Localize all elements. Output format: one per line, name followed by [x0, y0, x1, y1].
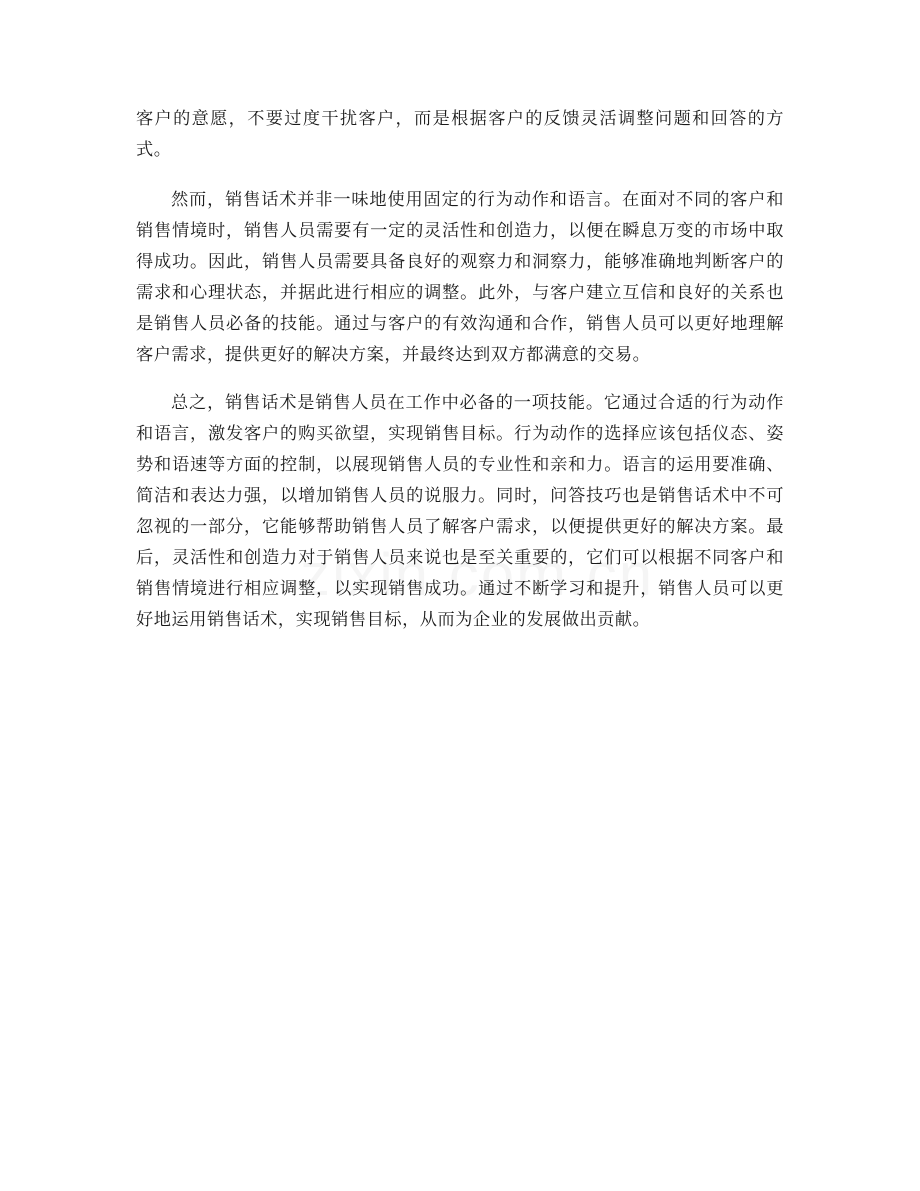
document-page [136, 104, 784, 653]
paragraph-continuation: 客户的意愿，不要过度干扰客户，而是根据客户的反馈灵活调整问题和回答的方式。 [136, 109, 784, 160]
paragraph-conclusion: 总之，销售话术是销售人员在工作中必备的一项技能。它通过合适的行为动作和语言，激发客户的购买欲望，实现销售目标。行为动作的选择应该包括仪态、姿势和语速等方面的控制，以展现销售人员的专业性和亲和力。语言的运用要准确、简洁和表达力强，以增加销售人员的说服力。同时，问答技巧也是销售话术中不可忽视的一部分，它能够帮助销售人员了解客户需求，以便提供更好的解决方案。最后，灵活性和创造力对于销售人员来说也是至关重要的，它们可以根据不同客户和销售情境进行相应调整，以实现销售成功。通过不断学习和提升，销售人员可以更好地运用销售话术，实现销售目标，从而为企业的发展做出贡献。 [136, 393, 784, 630]
paragraph-however: 然而，销售话术并非一味地使用固定的行为动作和语言。在面对不同的客户和销售情境时，销售人员需要有一定的灵活性和创造力，以便在瞬息万变的市场中取得成功。因此，销售人员需要具备良好的观察力和洞察力，能够准确地判断客户的需求和心理状态，并据此进行相应的调整。此外，与客户建立互信和良好的关系也是销售人员必备的技能。通过与客户的有效沟通和合作，销售人员可以更好地理解客户需求，提供更好的解决方案，并最终达到双方都满意的交易。 [136, 190, 784, 365]
